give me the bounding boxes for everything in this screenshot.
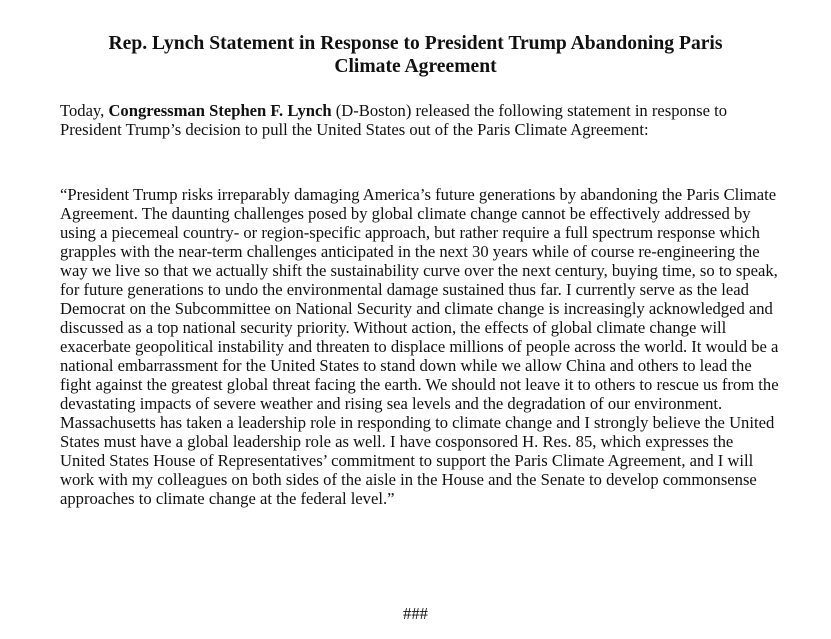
intro-paragraph	[60, 101, 780, 139]
congressman-name: Congressman Stephen F. Lynch	[108, 101, 332, 120]
intro-lead: Today,	[60, 101, 109, 120]
end-mark: ###	[403, 604, 428, 623]
statement-paragraph: “President Trump risks irreparably damaging America’s future generations by abandoning the Paris Climate Agreement. The daunting challenges posed by global climate change cannot be effectively addressed by using a piecemeal country- or region-specific approach, but rather require a full spectrum response which grapples with the near-term challenges anticipated in the next 30 years while of course re-engineering the way we live so that we actually shift the sustainability curve over the next century, buying time, so to speak, for future generations to undo the environmental damage sustained thus far. I currently serve as the lead Democrat on the Subcommittee on National Security and climate change is increasingly acknowledged and discussed as a top national security priority. Without action, the effects of global climate change will exacerbate geopolitical instability and threaten to displace millions of people across the world. It would be a national embarrassment for the United States to stand down while we allow China and others to lead the fight against the greatest global threat facing the earth. We should not leave it to others to rescue us from the devastating impacts of severe weather and rising sea levels and the degradation of our environment. Massachusetts has taken a leadership role in responding to climate change and I strongly believe the United States must have a global leadership role as well. I have cosponsored H. Res. 85, which expresses the United States House of Representatives’ commitment to support the Paris Climate Agreement, and I will work with my colleagues on both sides of the aisle in the House and the Senate to develop commonsense approaches to climate change at the federal level.”	[60, 185, 779, 508]
document-title	[40, 32, 791, 78]
title-line-1: Rep. Lynch Statement in Response to President Trump Abandoning Paris	[108, 33, 723, 54]
intro-rest: (D-Boston) released the following statement in response to President Trump’s decision to pull the United States out of the Paris Climate Agreement:	[60, 101, 727, 139]
title-line-2: Climate Agreement	[334, 56, 497, 77]
